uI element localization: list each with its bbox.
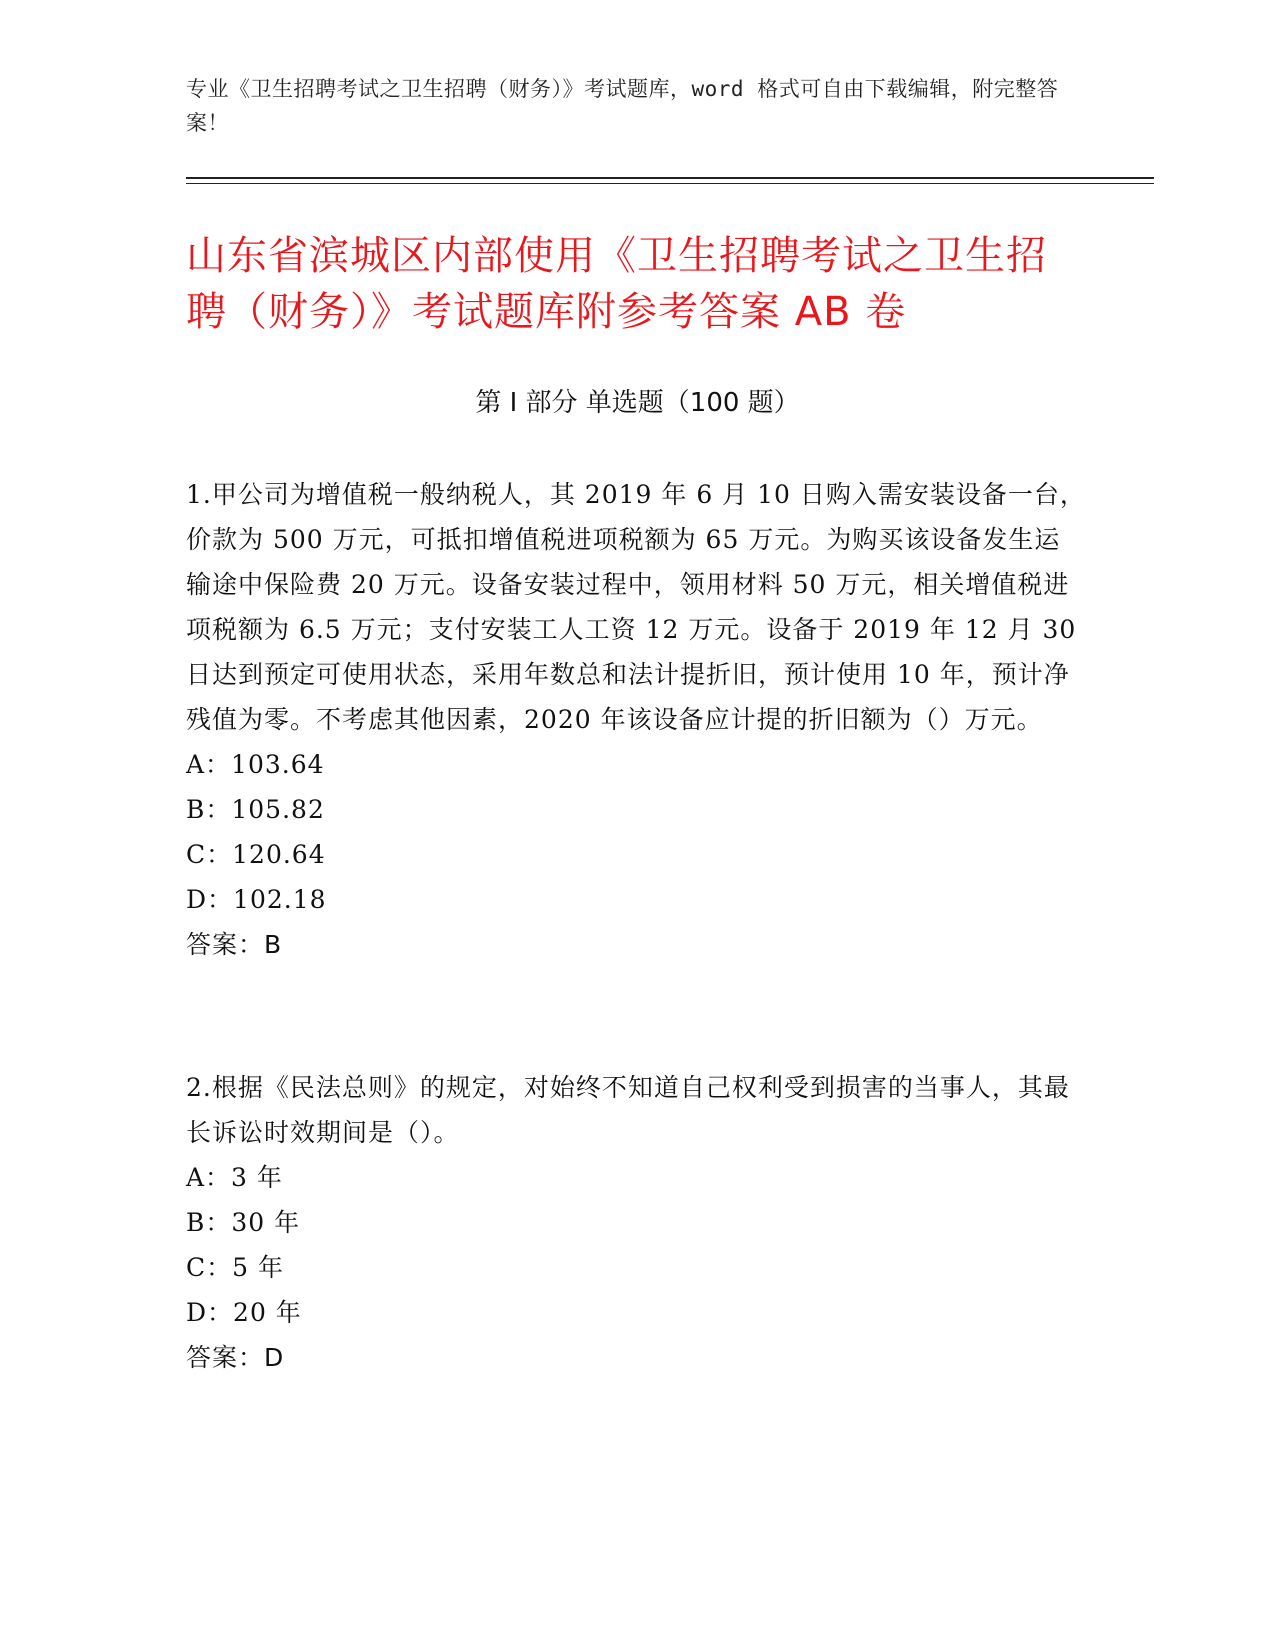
question-block	[186, 472, 1086, 967]
answer-line: 答案：D	[186, 1343, 285, 1372]
question-stem: 1.甲公司为增值税一般纳税人，其 2019 年 6 月 10 日购入需安装设备一台，价款为 500 万元，可抵扣增值税进项税额为 65 万元。为购买该设备发生运输途中保险费 20 万元。设备安装过程中，领用材料 50 万元，相关增值税进项税额为 6.5 万元；支付安装工人工资 12 万元。设备于 2019 年 12 月 30 日达到预定可使用状态，采用年数总和法计提折旧，预计使用 10 年，预计净残值为零。不考虑其他因素，2020 年该设备应计提的折旧额为（）万元。	[186, 480, 1086, 734]
option-c: C：120.64	[186, 840, 326, 869]
question-stem: 2.根据《民法总则》的规定，对始终不知道自己权利受到损害的当事人，其最长诉讼时效期间是（）。	[186, 1073, 1070, 1147]
option-b: B：105.82	[186, 795, 325, 824]
header-divider-thin	[186, 183, 1154, 184]
option-a: A：3 年	[186, 1163, 283, 1192]
option-a: A：103.64	[186, 750, 325, 779]
answer-line: 答案：B	[186, 930, 283, 959]
option-c: C：5 年	[186, 1253, 284, 1282]
option-b: B：30 年	[186, 1208, 301, 1237]
option-d: D：20 年	[186, 1298, 302, 1327]
option-d: D：102.18	[186, 885, 327, 914]
question-block	[186, 1065, 1086, 1380]
header-note: 专业《卫生招聘考试之卫生招聘（财务）》考试题库，word 格式可自由下载编辑，附完整答案！	[186, 77, 1059, 135]
document-title: 山东省滨城区内部使用《卫生招聘考试之卫生招聘（财务）》考试题库附参考答案 AB 卷	[186, 233, 1047, 335]
section-title: 第 I 部分 单选题（100 题）	[475, 388, 800, 418]
header-divider-thick	[186, 177, 1154, 179]
